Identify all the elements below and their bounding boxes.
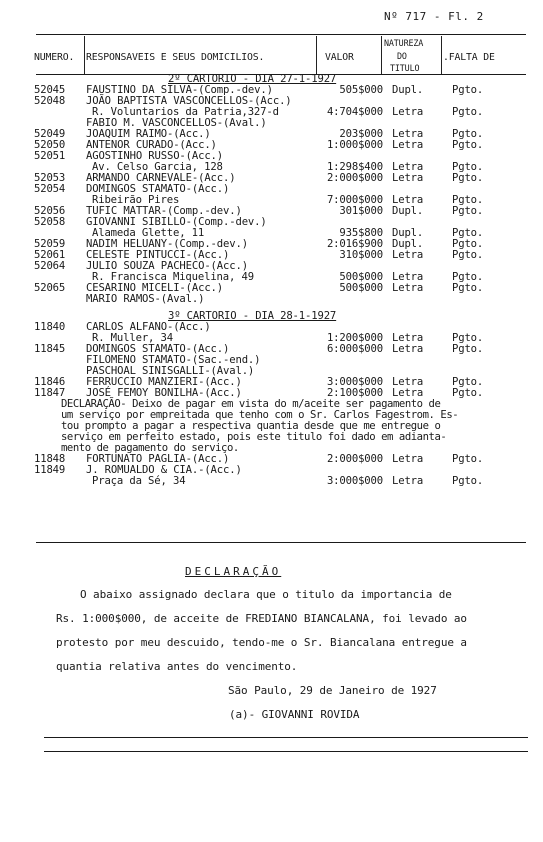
- entry-title-type: Letra: [392, 343, 424, 355]
- entry-title-type: Letra: [392, 453, 424, 465]
- entry-reason: Pgto.: [452, 376, 484, 388]
- entry-number: 11848: [34, 453, 66, 465]
- entry-responsible: FABIO M. VASCONCELLOS-(Aval.): [86, 117, 267, 129]
- entry-responsible: ANTENOR CURADO-(Acc.): [86, 139, 217, 151]
- entry-reason: Pgto.: [452, 238, 484, 250]
- entry-title-type: Letra: [392, 282, 424, 294]
- entry-responsible: FORTUNATO PAGLIA-(Acc.): [86, 453, 230, 465]
- entry-title-type: Letra: [392, 128, 424, 140]
- entry-number: 52051: [34, 150, 66, 162]
- entry-responsible: DOMINGOS STAMATO-(Acc.): [86, 343, 230, 355]
- entry-value: 310$000: [339, 249, 383, 261]
- entry-number: 11849: [34, 464, 66, 476]
- entry-responsible: FILOMENO STAMATO-(Sac.-end.): [86, 354, 261, 366]
- entry-responsible: JOSÉ FEMOY BONILHA-(Acc.): [86, 387, 242, 399]
- entry-title-type: Letra: [392, 376, 424, 388]
- entry-number: 52045: [34, 84, 66, 96]
- entry-responsible: R. Muller, 34: [92, 332, 173, 344]
- entry-reason: Pgto.: [452, 475, 484, 487]
- bottom-rule-1: [44, 737, 528, 738]
- entry-reason: Pgto.: [452, 271, 484, 283]
- entry-responsible: Ribeirão Pires: [92, 194, 180, 206]
- entry-value: 1:298$400: [326, 161, 383, 173]
- entry-title-type: Letra: [392, 161, 424, 173]
- column-header-falta: .FALTA DE: [443, 52, 495, 63]
- section-title: 2º CARTORIO - DIA 27-1-1927: [168, 73, 337, 85]
- declaration-line-3: protesto por meu descuido, tendo-me o Sr. Biancalana entregue a: [56, 636, 467, 649]
- column-rule-4: [441, 36, 442, 74]
- column-rule-1: [84, 36, 85, 74]
- entry-responsible: FERRUCCIO MANZIERI-(Acc.): [86, 376, 242, 388]
- entry-value: 2:000$000: [326, 172, 383, 184]
- header-top-rule: [36, 34, 526, 35]
- entry-number: 11847: [34, 387, 66, 399]
- declaration-note-line: um serviço por empreitada que tenho com o Sr. Carlos Fagestrom. Es-: [61, 409, 459, 421]
- entry-value: 500$000: [339, 282, 383, 294]
- column-header-natureza-2: DO: [397, 51, 407, 61]
- entry-number: 52054: [34, 183, 66, 195]
- entry-value: 2:016$900: [326, 238, 383, 250]
- entry-title-type: Dupl.: [392, 227, 424, 239]
- entry-responsible: JOAQUIM RAIMO-(Acc.): [86, 128, 211, 140]
- entry-title-type: Letra: [392, 139, 424, 151]
- column-header-natureza-3: TITULO: [390, 63, 420, 73]
- page-number: Nº 717 - Fl. 2: [384, 10, 484, 23]
- signature: (a)- GIOVANNI ROVIDA: [229, 708, 360, 721]
- entry-value: 1:000$000: [326, 139, 383, 151]
- entry-responsible: CELESTE PINTUCCI-(Acc.): [86, 249, 230, 261]
- entry-reason: Pgto.: [452, 172, 484, 184]
- entry-responsible: AGOSTINHO RUSSO-(Acc.): [86, 150, 224, 162]
- entry-reason: Pgto.: [452, 282, 484, 294]
- entry-number: 52050: [34, 139, 66, 151]
- column-rule-3: [381, 36, 382, 74]
- entry-reason: Pgto.: [452, 249, 484, 261]
- entry-number: 11846: [34, 376, 66, 388]
- entry-value: 301$000: [339, 205, 383, 217]
- entry-responsible: GIOVANNI SIBILLO-(Comp.-dev.): [86, 216, 267, 228]
- entry-number: 52053: [34, 172, 66, 184]
- entry-responsible: CESARINO MICELI-(Acc.): [86, 282, 224, 294]
- declaration-top-rule: [36, 542, 526, 543]
- entry-reason: Pgto.: [452, 227, 484, 239]
- entry-title-type: Letra: [392, 271, 424, 283]
- entry-responsible: FAUSTINO DA SILVA-(Comp.-dev.): [86, 84, 273, 96]
- entry-reason: Pgto.: [452, 387, 484, 399]
- entry-responsible: JULIO SOUZA PACHECO-(Acc.): [86, 260, 248, 272]
- entry-reason: Pgto.: [452, 139, 484, 151]
- entry-responsible: ARMANDO CARNEVALE-(Acc.): [86, 172, 236, 184]
- entry-reason: Pgto.: [452, 84, 484, 96]
- entry-reason: Pgto.: [452, 161, 484, 173]
- entry-value: 3:000$000: [326, 376, 383, 388]
- entry-number: 11845: [34, 343, 66, 355]
- entry-responsible: DOMINGOS STAMATO-(Acc.): [86, 183, 230, 195]
- declaration-note-line: DECLARAÇÃO- Deixo de pagar em vista do m/aceite ser pagamento de: [61, 398, 441, 410]
- entry-number: 52056: [34, 205, 66, 217]
- entry-responsible: CARLOS ALFANO-(Acc.): [86, 321, 211, 333]
- entry-reason: Pgto.: [452, 453, 484, 465]
- place-and-date: São Paulo, 29 de Janeiro de 1927: [228, 684, 437, 697]
- entry-title-type: Letra: [392, 332, 424, 344]
- entry-number: 52058: [34, 216, 66, 228]
- entry-title-type: Letra: [392, 106, 424, 118]
- entry-value: 500$000: [339, 271, 383, 283]
- declaration-note-line: serviço em perfeito estado, pois este titulo foi dado em adianta-: [61, 431, 447, 443]
- entry-responsible: TUFIC MATTAR-(Comp.-dev.): [86, 205, 242, 217]
- entry-responsible: Alameda Glette, 11: [92, 227, 205, 239]
- entry-number: 52049: [34, 128, 66, 140]
- entry-reason: Pgto.: [452, 106, 484, 118]
- entry-title-type: Dupl.: [392, 205, 424, 217]
- entry-responsible: R. Francisca Miquelina, 49: [92, 271, 254, 283]
- entry-value: 2:100$000: [326, 387, 383, 399]
- entry-reason: Pgto.: [452, 205, 484, 217]
- entry-responsible: Av. Celso Garcia, 128: [92, 161, 223, 173]
- entry-value: 935$800: [339, 227, 383, 239]
- entry-title-type: Letra: [392, 172, 424, 184]
- entry-responsible: JOÃO BAPTISTA VASCONCELLOS-(Acc.): [86, 95, 292, 107]
- entry-value: 505$000: [339, 84, 383, 96]
- entry-number: 52061: [34, 249, 66, 261]
- entry-title-type: Letra: [392, 387, 424, 399]
- declaration-line-1: O abaixo assignado declara que o titulo da importancia de: [80, 588, 452, 601]
- declaration-title: DECLARAÇÃO: [185, 565, 282, 578]
- section-title: 3º CARTORIO - DIA 28-1-1927: [168, 310, 337, 322]
- entry-responsible: PASCHOAL SINISGALLI-(Aval.): [86, 365, 255, 377]
- entry-responsible: Praça da Sé, 34: [92, 475, 186, 487]
- entry-title-type: Dupl.: [392, 238, 424, 250]
- entry-responsible: R. Voluntarios da Patria,327-d: [92, 106, 279, 118]
- declaration-note-line: mento de pagamento do serviço.: [61, 442, 239, 454]
- entry-title-type: Letra: [392, 249, 424, 261]
- entry-value: 1:200$000: [326, 332, 383, 344]
- entry-responsible: J. ROMUALDO & CIA.-(Acc.): [86, 464, 242, 476]
- entry-number: 11840: [34, 321, 66, 333]
- entry-value: 3:000$000: [326, 475, 383, 487]
- entry-reason: Pgto.: [452, 194, 484, 206]
- declaration-note-line: tou prompto a pagar a respectiva quantia desde que me entregue o: [61, 420, 441, 432]
- entry-number: 52065: [34, 282, 66, 294]
- column-header-natureza-1: NATUREZA: [384, 38, 424, 48]
- entry-title-type: Letra: [392, 475, 424, 487]
- entry-title-type: Dupl.: [392, 84, 424, 96]
- declaration-line-2: Rs. 1:000$000, de acceite de FREDIANO BIANCALANA, foi levado ao: [56, 612, 467, 625]
- entry-value: 203$000: [339, 128, 383, 140]
- entry-reason: Pgto.: [452, 343, 484, 355]
- entry-responsible: NADIM HELUANY-(Comp.-dev.): [86, 238, 248, 250]
- entry-reason: Pgto.: [452, 332, 484, 344]
- column-header-responsaveis: RESPONSAVEIS E SEUS DOMICILIOS.: [86, 52, 265, 63]
- entry-value: 7:000$000: [326, 194, 383, 206]
- column-header-valor: VALOR: [325, 52, 354, 63]
- entry-number: 52048: [34, 95, 66, 107]
- entry-number: 52059: [34, 238, 66, 250]
- entry-value: 4:704$000: [326, 106, 383, 118]
- entry-responsible: MARIO RAMOS-(Aval.): [86, 293, 205, 305]
- bottom-rule-2: [44, 751, 528, 752]
- declaration-line-4: quantia relativa antes do vencimento.: [56, 660, 298, 673]
- column-header-numero: NUMERO.: [34, 52, 75, 63]
- entry-number: 52064: [34, 260, 66, 272]
- entry-title-type: Letra: [392, 194, 424, 206]
- entry-reason: Pgto.: [452, 128, 484, 140]
- column-rule-2: [316, 36, 317, 74]
- entry-value: 6:000$000: [326, 343, 383, 355]
- entry-value: 2:000$000: [326, 453, 383, 465]
